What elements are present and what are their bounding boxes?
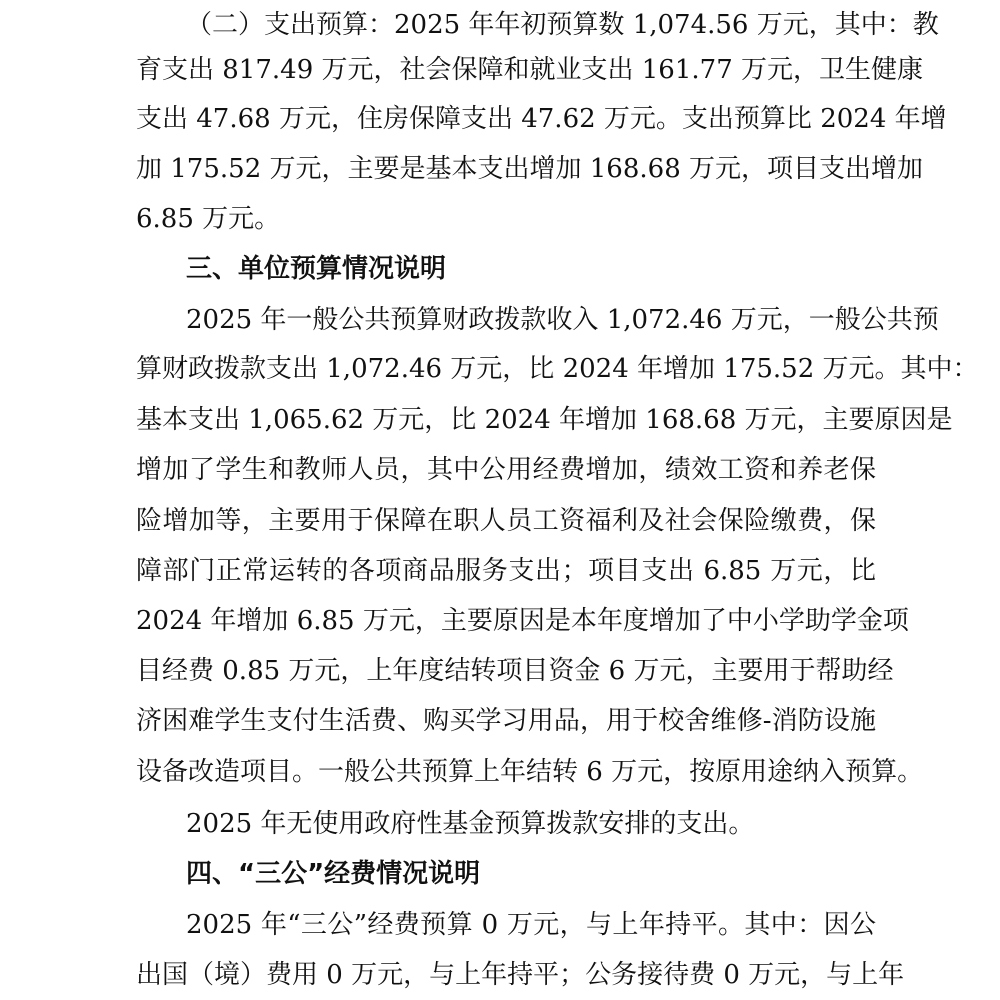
paragraph-line-15: 济困难学生支付生活费、购买学习用品，用于校舍维修-消防设施 bbox=[136, 706, 876, 736]
paragraph-line-3: 支出 47.68 万元，住房保障支出 47.62 万元。支出预算比 2024 年增 bbox=[136, 104, 947, 134]
paragraph-line-14: 目经费 0.85 万元，上年度结转项目资金 6 万元，主要用于帮助经 bbox=[136, 656, 894, 686]
paragraph-line-12: 障部门正常运转的各项商品服务支出；项目支出 6.85 万元，比 bbox=[136, 556, 876, 586]
section-heading-4: 四、“三公”经费情况说明 bbox=[186, 859, 481, 889]
paragraph-line-2: 育支出 817.49 万元，社会保障和就业支出 161.77 万元，卫生健康 bbox=[136, 55, 924, 85]
paragraph-line-8: 算财政拨款支出 1,072.46 万元，比 2024 年增加 175.52 万元。其中： bbox=[136, 354, 979, 384]
paragraph-line-19: 2025 年“三公”经费预算 0 万元，与上年持平。其中：因公 bbox=[186, 910, 876, 940]
paragraph-line-20: 出国（境）费用 0 万元，与上年持平；公务接待费 0 万元，与上年 bbox=[136, 960, 905, 990]
paragraph-line-17: 2025 年无使用政府性基金预算拨款安排的支出。 bbox=[186, 809, 755, 839]
paragraph-line-7: 2025 年一般公共预算财政拨款收入 1,072.46 万元，一般公共预 bbox=[186, 305, 939, 335]
paragraph-line-10: 增加了学生和教师人员，其中公用经费增加，绩效工资和养老保 bbox=[136, 455, 876, 485]
paragraph-line-11: 险增加等，主要用于保障在职人员工资福利及社会保险缴费，保 bbox=[136, 506, 876, 536]
paragraph-line-9: 基本支出 1,065.62 万元，比 2024 年增加 168.68 万元，主要原因是 bbox=[136, 405, 953, 435]
paragraph-line-1: （二）支出预算：2025 年年初预算数 1,074.56 万元，其中：教 bbox=[186, 10, 939, 40]
paragraph-line-4: 加 175.52 万元，主要是基本支出增加 168.68 万元，项目支出增加 bbox=[136, 154, 924, 184]
section-heading-3: 三、单位预算情况说明 bbox=[186, 254, 447, 284]
paragraph-line-5: 6.85 万元。 bbox=[136, 204, 281, 234]
paragraph-line-16: 设备改造项目。一般公共预算上年结转 6 万元，按原用途纳入预算。 bbox=[136, 757, 924, 787]
paragraph-line-13: 2024 年增加 6.85 万元，主要原因是本年度增加了中小学助学金项 bbox=[136, 606, 909, 636]
